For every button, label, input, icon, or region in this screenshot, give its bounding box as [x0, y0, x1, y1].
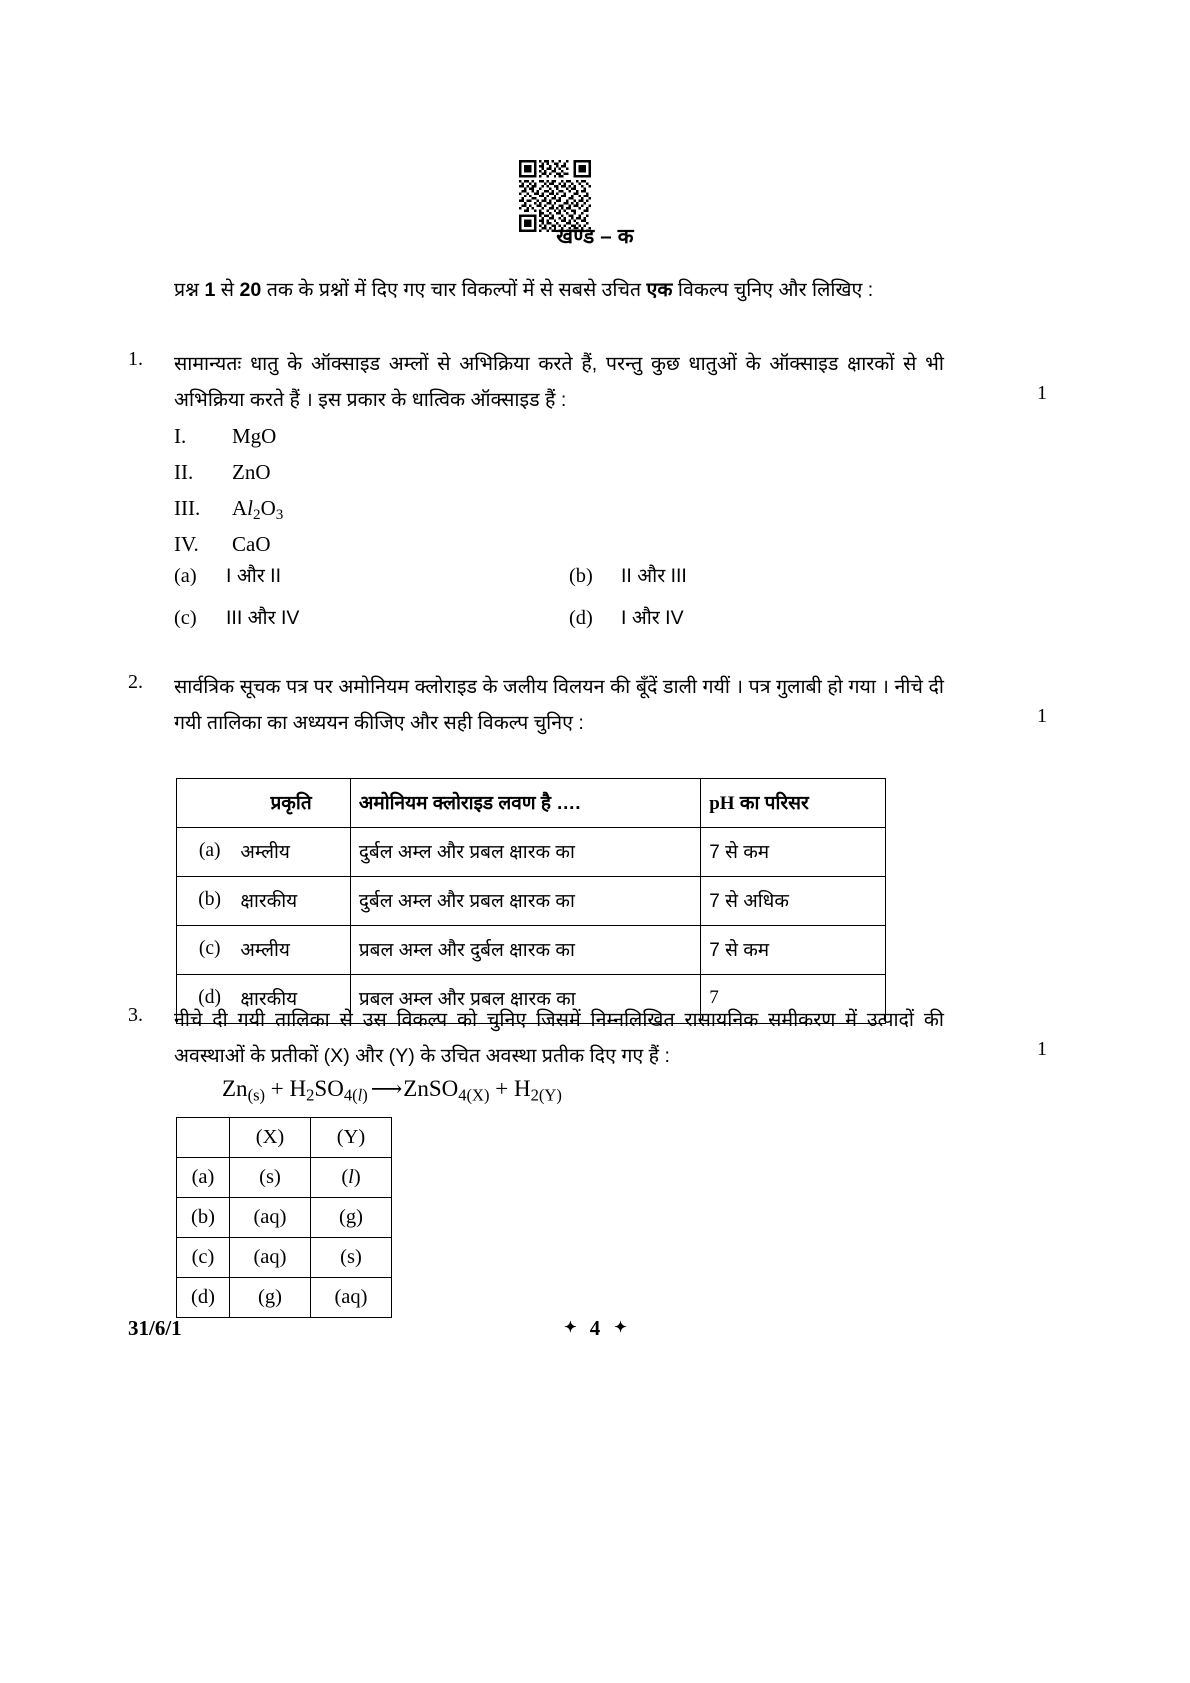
ornament-left-icon: ✦: [564, 1320, 576, 1336]
footer-paper-code: 31/6/1: [128, 1316, 182, 1340]
option-d-text: I और IV: [621, 607, 684, 629]
option-b[interactable]: [569, 555, 687, 597]
equation-reactant-2: H: [289, 1076, 307, 1101]
footer-page-indicator: [0, 1316, 1190, 1341]
equation-reactant-2-mid: SO: [314, 1076, 344, 1101]
table-row[interactable]: [177, 1238, 392, 1278]
roman-formula: ZnO: [232, 460, 271, 484]
row-label-a: (a): [177, 828, 235, 877]
row-ph-c: 7 से कम: [701, 926, 886, 975]
instruction-text: [174, 272, 946, 308]
option-c[interactable]: [174, 597, 299, 639]
table-row[interactable]: [177, 1278, 392, 1318]
roman-item: [174, 418, 283, 454]
table-row[interactable]: [177, 1158, 392, 1198]
row-nature-b: क्षारकीय: [234, 877, 350, 926]
table-header-row: [177, 779, 886, 828]
instruction-bold-3: एक: [646, 279, 673, 301]
option-a-text: I और II: [226, 565, 282, 587]
equation-plus-2: +: [489, 1076, 514, 1101]
row-description-a: दुर्बल अम्ल और प्रबल क्षारक का: [350, 828, 700, 877]
question-1-text: सामान्यतः धातु के ऑक्साइड अम्लों से अभिक्रिया करते हैं, परन्तु कुछ धातुओं के ऑक्साइड क्षारकों से भी अभिक्रिया करते हैं । इस प्रकार के धात्विक ऑक्साइड हैं :: [174, 353, 944, 411]
ph-suffix: का परिसर: [734, 793, 809, 814]
row-label-d: (d): [177, 1278, 230, 1318]
question-1-roman-list: [174, 418, 283, 562]
row-ph-b: 7 से अधिक: [701, 877, 886, 926]
ornament-right-icon: ✦: [614, 1320, 626, 1336]
question-2-number: 2.: [128, 671, 143, 693]
question-1-number: 1.: [128, 348, 143, 370]
instruction-part-2: से: [215, 279, 240, 301]
header-blank: [177, 1118, 230, 1158]
ph-label: pH: [709, 793, 735, 814]
footer-page-number: 4: [589, 1316, 601, 1340]
table-row[interactable]: [177, 926, 886, 975]
roman-label: III.: [174, 496, 201, 520]
roman-formula: $Al_2O_3$: [232, 496, 284, 524]
roman-item: [174, 490, 283, 526]
equation-product-2-state: 2(Y): [530, 1085, 562, 1105]
roman-item: [174, 454, 283, 490]
row-x-d: (g): [230, 1278, 311, 1318]
equation-product-1-state: 4(X): [458, 1085, 490, 1105]
state-post: ): [362, 1085, 368, 1105]
formula-prefix: A: [232, 496, 248, 520]
option-d[interactable]: [569, 597, 684, 639]
question-2-marks: 1: [1037, 705, 1047, 727]
formula-italic-l: l: [247, 496, 254, 520]
row-description-b: दुर्बल अम्ल और प्रबल क्षारक का: [350, 877, 700, 926]
option-b-label: (b): [569, 565, 593, 587]
row-x-c: (aq): [230, 1238, 311, 1278]
question-2-text: सार्वत्रिक सूचक पत्र पर अमोनियम क्लोराइड के जलीय विलयन की बूँदें डाली गयीं । पत्र गुलाबी हो गया । नीचे दी गयी तालिका का अध्ययन कीजिए और सही विकल्प चुनिए :: [174, 676, 944, 734]
row-label-b: (b): [177, 1198, 230, 1238]
roman-label: II.: [174, 460, 194, 484]
question-3-number: 3.: [128, 1004, 143, 1026]
equation-plus-1: +: [265, 1076, 290, 1101]
state-pre: 4(: [343, 1085, 358, 1105]
question-1-marks: 1: [1037, 382, 1047, 404]
row-label-c: (c): [177, 1238, 230, 1278]
row-description-d: प्रबल अम्ल और प्रबल क्षारक का: [350, 975, 700, 1024]
option-c-label: (c): [174, 607, 197, 629]
instruction-part-4: विकल्प चुनिए और लिखिए :: [672, 279, 874, 301]
section-heading: खण्ड – क: [556, 225, 634, 248]
header-y: (Y): [311, 1118, 392, 1158]
header-nature: प्रकृति: [234, 779, 350, 828]
row-x-a: (s): [230, 1158, 311, 1198]
option-a[interactable]: [174, 555, 281, 597]
row-nature-c: अम्लीय: [234, 926, 350, 975]
row-label-b: (b): [177, 877, 235, 926]
formula-sub-3: 3: [275, 507, 284, 524]
row-label-c: (c): [177, 926, 235, 975]
instruction-bold-1: 1: [204, 279, 216, 301]
row-label-a: (a): [177, 1158, 230, 1198]
table-row[interactable]: [177, 828, 886, 877]
table-row[interactable]: [177, 1198, 392, 1238]
row-y-b: (g): [311, 1198, 392, 1238]
roman-label: IV.: [174, 532, 199, 556]
formula-sub-2: 2: [253, 507, 261, 524]
equation-arrow: ⟶: [370, 1076, 401, 1101]
row-nature-d: क्षारकीय: [234, 975, 350, 1024]
row-ph-d: 7: [701, 975, 886, 1024]
row-nature-a: अम्लीय: [234, 828, 350, 877]
instruction-bold-2: 20: [239, 279, 262, 301]
row-y-a-italic: l: [348, 1166, 354, 1188]
chemical-equation: [222, 1076, 562, 1106]
header-ph-range: [701, 779, 886, 828]
question-3-text: नीचे दी गयी तालिका से उस विकल्प को चुनिए जिसमें निम्नलिखित रासायनिक समीकरण में उत्पादों की अवस्थाओं के प्रतीकों (X) और (Y) के उचित अवस्था प्रतीक दिए गए हैं :: [174, 1009, 944, 1067]
question-2-table: [176, 778, 886, 1024]
header-blank: [177, 779, 235, 828]
instruction-part-3: तक के प्रश्नों में दिए गए चार विकल्पों में से सबसे उचित: [261, 279, 647, 301]
row-ph-a: 7 से कम: [701, 828, 886, 877]
option-a-label: (a): [174, 565, 197, 587]
row-label-d: (d): [177, 975, 235, 1024]
state-italic-l: l: [357, 1085, 363, 1105]
equation-reactant-1: Zn: [222, 1076, 248, 1101]
table-row[interactable]: [177, 877, 886, 926]
table-header-row: [177, 1118, 392, 1158]
roman-label: I.: [174, 424, 187, 448]
roman-formula: MgO: [232, 424, 277, 448]
option-row: [174, 555, 944, 597]
row-x-b: (aq): [230, 1198, 311, 1238]
header-description: अमोनियम क्लोराइड लवण है ….: [350, 779, 700, 828]
question-3-marks: 1: [1037, 1038, 1047, 1060]
option-d-label: (d): [569, 607, 593, 629]
roman-formula: CaO: [232, 532, 271, 556]
equation-reactant-1-state: (s): [247, 1085, 266, 1105]
equation-reactant-2-state: [344, 1086, 368, 1105]
row-y-d: (aq): [311, 1278, 392, 1318]
row-description-c: प्रबल अम्ल और दुर्बल क्षारक का: [350, 926, 700, 975]
header-x: (X): [230, 1118, 311, 1158]
option-b-text: II और III: [621, 565, 687, 587]
option-c-text: III और IV: [226, 607, 300, 629]
equation-product-1: ZnSO: [403, 1076, 459, 1101]
equation-product-2: H: [513, 1076, 531, 1101]
question-3-table: [176, 1117, 392, 1318]
equation-reactant-2-sub: 2: [306, 1085, 315, 1105]
row-y-c: (s): [311, 1238, 392, 1278]
instruction-part-1: प्रश्न: [174, 279, 205, 301]
question-1-options: [174, 555, 944, 639]
row-y-a: (l): [311, 1158, 392, 1198]
option-row: [174, 597, 944, 639]
